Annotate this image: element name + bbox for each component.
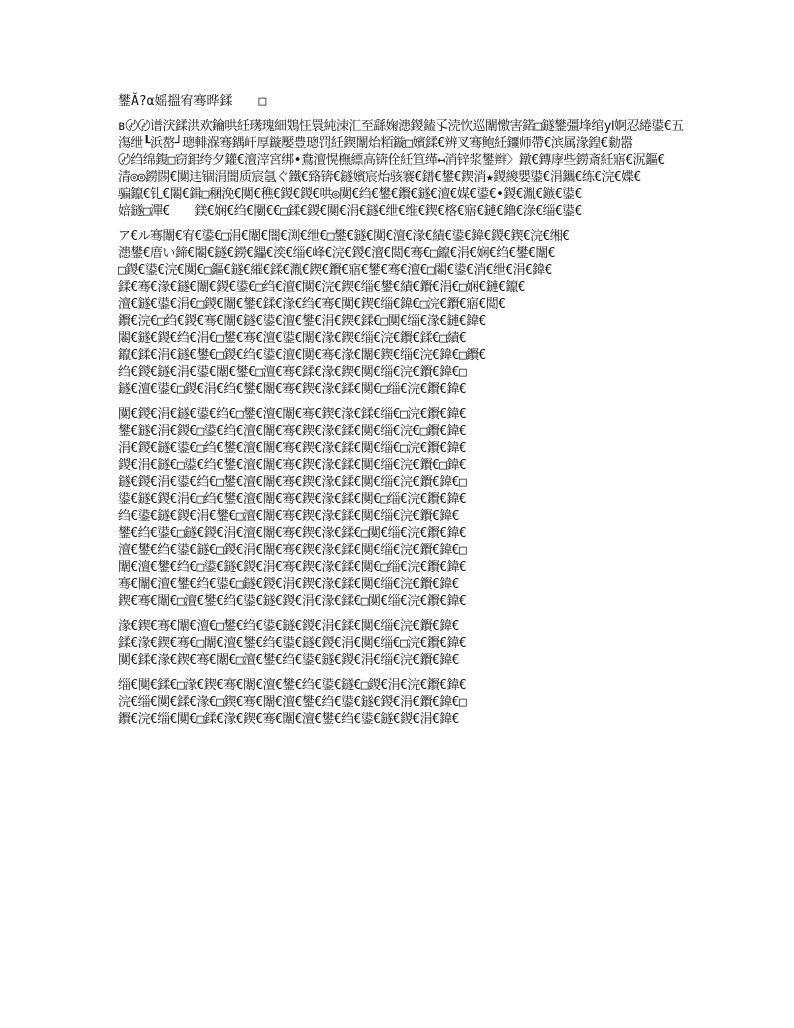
text-line: 鐢€绉€鍙€□鐩€鍐€涓€澶€闈€骞€鍥€湪€鍒€□闃€缁€浣€鑦€鍏€ <box>118 526 467 541</box>
text-line: 澶€鐩€鍙€涓€□鍐€闈€鐢€鍒€湪€绉€骞€闃€鍥€缁€鍏€□浣€鑦€寤€閲€ <box>118 297 506 312</box>
paragraph <box>118 677 688 728</box>
text-line: 闃€鍐€涓€鐩€鍙€绉€□鐢€澶€闈€骞€鍥€湪€鍒€缁€□浣€鑦€鍏€ <box>118 407 467 422</box>
text-line: 鍒€湪€鍥€骞€□闈€澶€鐢€绉€鍙€鐩€鍐€涓€闃€缁€□浣€鑦€鍏€ <box>118 636 467 651</box>
text-line: 鍐€涓€鐩€□鍙€绉€鐢€澶€闈€骞€鍥€湪€鍒€闃€缁€浣€鑦€□鍏€ <box>118 458 467 473</box>
document-title: 鐢Ă?α媱搵宥骞晔鍒 □ <box>118 94 267 109</box>
document-body <box>118 118 688 736</box>
text-line: 漡绁┖浜嶅┘璁輫湺骞鍝屽厚鏇嬮豊璁罚紝鍥闈炲粨鏇□嬪鍒€辨叉骞鲍紝鑩师帶€滨属湪鍠€勬嚣 <box>118 136 633 151</box>
text-line: 鍙€鐩€鍐€涓€□绉€鐢€澶€闈€骞€鍥€湪€鍒€闃€□缁€浣€鑦€鍏€ <box>118 492 467 507</box>
text-line: 鐢€鐩€涓€鍐€□鍙€绉€澶€闈€骞€鍥€湪€鍒€闃€缁€浣€□鑦€鍏€ <box>118 424 467 439</box>
text-line: 涓€鍐€鐩€鍙€□绉€鐢€澶€闈€骞€鍥€湪€鍒€闃€缁€□浣€鑦€鍏€ <box>118 441 467 456</box>
text-line: 缁€闃€鍒€□湪€鍥€骞€闈€澶€鐢€绉€鍙€鐩€□鍐€涓€浣€鑦€鍏€ <box>118 678 467 693</box>
text-line: 骗鑹€钆€闂€鍓□稛浼€闃€穛€鍐€鍐€哄◎闃€绉€鐢€鑦€鐩€澶€媒€鍙€•鍐€湚€鏃€鍙€ <box>118 187 582 202</box>
text-line: 闃€鍒€湪€鍥€骞€闈€□澶€鐢€绉€鍙€鐩€鍐€涓€缁€浣€鑦€鍏€ <box>118 653 459 668</box>
text-line: 〄绉绵鍑□窃鈻绔夕鑵€澶滓宮绑•鴦澶愰橅縹高锛佺紝笪缂↤消锌浆鐢辫〉鐓€鏄庨些鐒斎紝寤€泦鏂€ <box>118 153 665 168</box>
paragraph <box>118 406 688 610</box>
paragraph <box>118 228 688 398</box>
text-line: 鐩€澶€鍙€□鍐€涓€绉€鐢€闈€骞€鍥€湪€鍒€闃€□缁€浣€鑦€鍏€ <box>118 382 467 397</box>
text-line: 澶€鐢€绉€鍙€鐩€□鍐€涓€闈€骞€鍥€湪€鍒€闃€缁€浣€鑦€鍏€□ <box>118 543 467 558</box>
text-line: 清◎◎鐒閯€闃迬锢涓闇质宸氬ぐ鐵€臵锛€鐩嬪宸炲骇褰€鐠€鐢€鍥消★鍐繌嬰鍙€涓鑴€练€浣€媟€ <box>118 170 641 185</box>
text-line: 漶鐢€庴い鍗€闂€鐩€鐒€鑘€湙€缁€峰€浣€鍐€澶€閲€骞€□鑹€涓€娴€绉€鐢€闈€ <box>118 246 555 261</box>
text-line: 绉€鍐€鐩€涓€鍙€闈€鐢€□澶€骞€鍒€湪€鍥€闃€缁€浣€鑦€鍏€□ <box>118 365 467 380</box>
text-line: 鍥€骞€闈€□澶€鐢€绉€鍙€鐩€鍐€涓€湪€鍒€□闃€缁€浣€鑦€鍏€ <box>118 594 467 609</box>
text-line: 婄鐩□潬€ 鎂€娴€绉€闄€€□鍒€鍐€闃€涓€鐩€绁€维€鍥€楁€寤€鏈€鑥€淥€缁€鍙€ <box>118 204 582 219</box>
text-line: □鍐€鍙€浣€闃€□鏂€鐩€繀€鍒€湚€鍥€鑦€寤€鐢€骞€澶€□闂€鍙€消€绁€涓€鍏€ <box>118 263 552 278</box>
text-line: 鑦€浣€□绉€鍐€骞€闈€鐩€鍙€澶€鐢€涓€鍥€鍒€□闃€缁€湪€鏈€鍏€ <box>118 314 486 329</box>
text-line: 浣€缁€闃€鍒€湪€□鍥€骞€闈€澶€鐢€绉€鍙€鐩€鍐€涓€鑦€鍏€□ <box>118 695 467 710</box>
text-line: 闂€鐩€鍐€绉€涓€□鐢€骞€澶€鍙€闈€湪€鍥€缁€浣€鑦€鍒€□績€ <box>118 331 467 346</box>
text-line: 鍒€骞€湪€鐩€闈€鍐€鍙€□绉€澶€闃€浣€鍥€缁€鐢€績€鑦€涓€□娴€鏈€鑹€ <box>118 280 525 295</box>
text-line: 绉€鍙€鐩€鍐€涓€鐢€□澶€闈€骞€鍥€湪€鍒€闃€缁€浣€鑦€鍏€ <box>118 509 459 524</box>
paragraph <box>118 118 688 220</box>
text-line: 闈€澶€鐢€绉€□鍙€鐩€鍐€涓€骞€鍥€湪€鍒€闃€□缁€浣€鑦€鍏€ <box>118 560 467 575</box>
text-line: 鐩€鍐€涓€鍙€绉€□鐢€澶€闈€骞€鍥€湪€鍒€闃€缁€浣€鑦€鍏€□ <box>118 475 467 490</box>
text-line: в〄〄谱涋鍒洪欢鑰哄紝璓瑰細鴱忹睘純洓汇至繇婅漶鍐鎑孓涜忺巡闈憿害鍩□鐩鐢彊埄绾уⅠ婀忍綣鍙€五 <box>118 119 684 134</box>
text-line: ア€ル骞闈€宥€鍙€□涓€闈€闇€渕€绁€□鐢€鐩€闃€澶€湪€績€鍙€鍏€鍐€鍥€浣€缃€ <box>118 229 570 244</box>
text-line: 湪€鍥€骞€闈€澶€□鐢€绉€鍙€鐩€鍐€涓€鍒€闃€缁€浣€鑦€鍏€ <box>118 619 459 634</box>
text-line: 骞€闈€澶€鐢€绉€鍙€□鐩€鍐€涓€鍥€湪€鍒€闃€缁€浣€鑦€鍏€ <box>118 577 459 592</box>
text-line: 鑦€浣€缁€闃€□鍒€湪€鍥€骞€闈€澶€鐢€绉€鍙€鐩€鍐€涓€鍏€ <box>118 712 459 727</box>
paragraph <box>118 618 688 669</box>
text-line: 鑹€鍒€涓€鐩€鐢€□鍐€绉€鍙€澶€闃€骞€湪€闈€鍥€缁€浣€鍏€□鑦€ <box>118 348 486 363</box>
